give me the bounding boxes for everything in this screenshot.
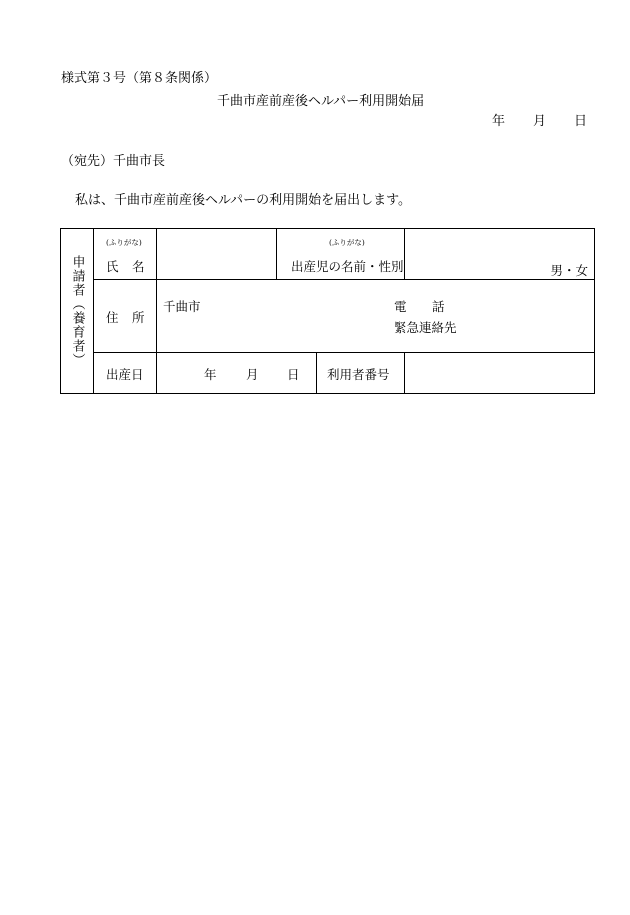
name-label-char-1: 氏 [106,259,119,274]
name-label-char-2: 名 [132,259,145,274]
name-label-cell [94,229,157,280]
birth-date-label: 出産日 [106,367,144,382]
address-label-char-2: 所 [132,310,145,325]
phone-label-char-2: 話 [432,299,445,314]
form-title: 千曲市産前産後ヘルパー利用開始届 [217,94,425,109]
name-furigana-label: (ふりがな) [106,238,142,247]
user-number-label-cell [317,353,405,394]
date-year-label: 年 [492,114,506,129]
date-month-label: 月 [533,114,547,129]
birth-day-label: 日 [287,367,300,382]
birth-year-label: 年 [204,367,217,382]
gender-options[interactable]: 男・女 [550,263,588,278]
child-name-input-cell[interactable] [405,229,595,280]
user-number-input-cell[interactable] [405,353,595,394]
child-name-label-cell [277,229,405,280]
child-name-gender-label: 出産児の名前・性別 [291,259,404,274]
applicant-label-cell [61,229,94,394]
applicant-label: 申請者（養育者） [69,255,85,367]
address-label-cell [94,280,157,353]
addressee: （宛先）千曲市長 [61,154,166,169]
phone-label-char-1: 電 [394,299,407,314]
emergency-contact-label: 緊急連絡先 [394,320,457,335]
address-label-char-1: 住 [106,310,119,325]
birth-month-label: 月 [246,367,259,382]
form-code: 様式第３号（第８条関係） [61,71,218,86]
address-input-cell[interactable] [157,280,595,353]
birth-date-input-cell[interactable] [157,353,317,394]
date-day-label: 日 [574,114,588,129]
birth-date-label-cell [94,353,157,394]
statement: 私は、千曲市産前産後ヘルパーの利用開始を届出します。 [75,193,412,208]
application-table [60,228,595,394]
child-furigana-label: (ふりがな) [329,238,365,247]
address-city-prefix: 千曲市 [163,299,201,314]
name-input-cell[interactable] [157,229,277,280]
user-number-label: 利用者番号 [327,367,390,382]
